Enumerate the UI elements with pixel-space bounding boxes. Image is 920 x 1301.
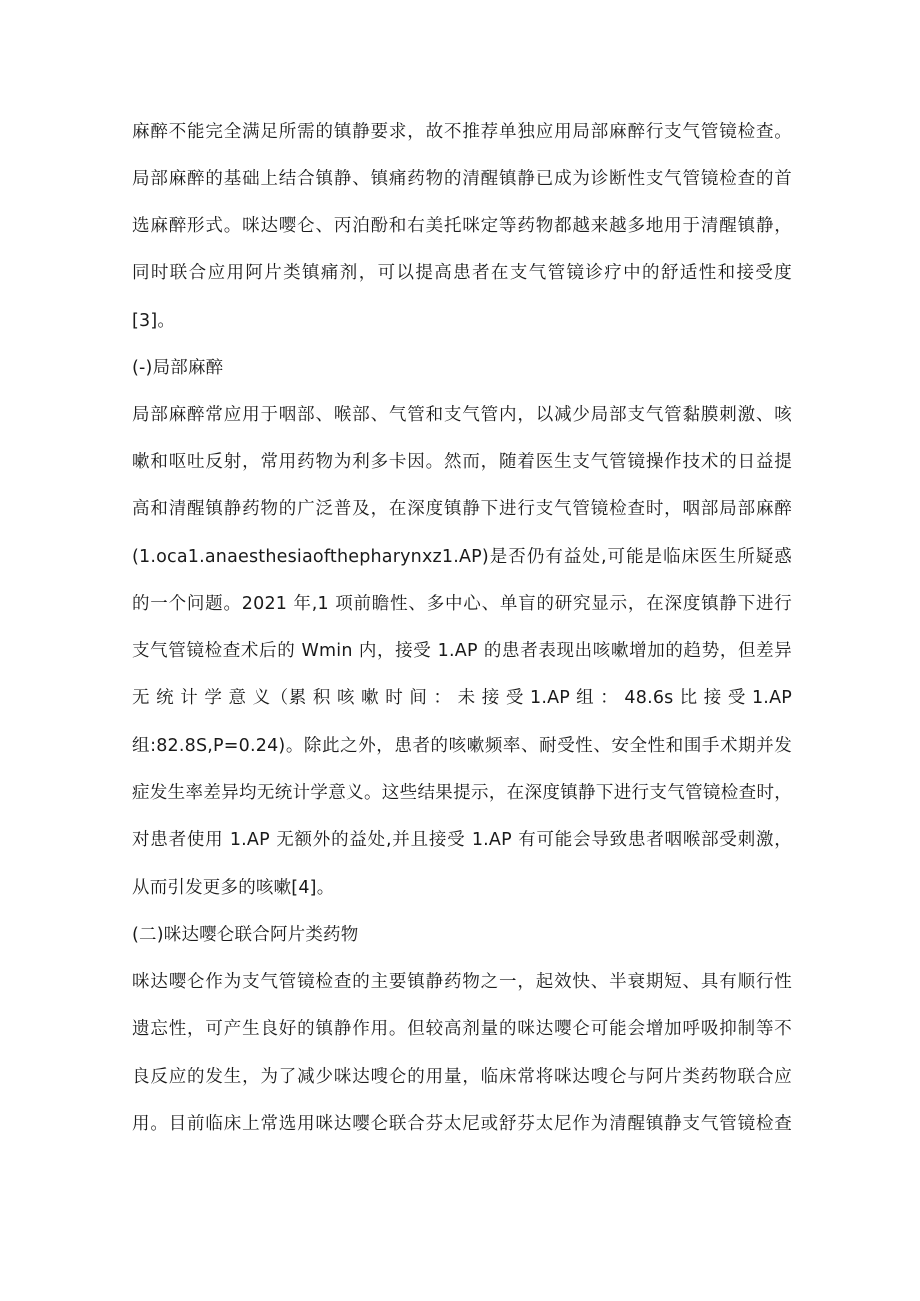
section-heading: (-)局部麻醉 xyxy=(132,358,224,378)
paragraph-line: 症发生率差异均无统计学意义。这些结果提示，在深度镇静下进行支气管镜检查时， xyxy=(132,783,792,803)
paragraph-line: 用。目前临床上常选用咪达嘤仑联合芬太尼或舒芬太尼作为清醒镇静支气管镜检查 xyxy=(132,1114,792,1134)
paragraph-line: 咪达嘤仑作为支气管镜检查的主要镇静药物之一，起效快、半衰期短、具有顺行性 xyxy=(132,972,792,992)
paragraph-line: 麻醉不能完全满足所需的镇静要求，故不推荐单独应用局部麻醉行支气管镜检查。 xyxy=(132,122,792,142)
paragraph-line: 的一个问题。2021 年,1 项前瞻性、多中心、单盲的研究显示，在深度镇静下进行 xyxy=(132,594,792,614)
paragraph-line: 遗忘性，可产生良好的镇静作用。但较高剂量的咪达嘤仑可能会增加呼吸抑制等不 xyxy=(132,1019,792,1039)
paragraph-line: 支气管镜检查术后的 Wmin 内，接受 1.AP 的患者表现出咳嗽增加的趋势，但差异 xyxy=(132,641,792,661)
paragraph-line: 良反应的发生，为了减少咪达嗖仑的用量，临床常将咪达嗖仑与阿片类药物联合应 xyxy=(132,1067,792,1087)
paragraph-line: 同时联合应用阿片类镇痛剂，可以提高患者在支气管镜诊疗中的舒适性和接受度 xyxy=(132,263,792,283)
paragraph-line: 局部麻醉的基础上结合镇静、镇痛药物的清醒镇静已成为诊断性支气管镜检查的首 xyxy=(132,169,792,189)
paragraph-line: [3]。 xyxy=(132,311,176,331)
paragraph-line: 无 统 计 学 意 义（累 积 咳 嗽 时 间 ： 未 接 受 1.AP 组 ： 48.6s 比 接 受 1.AP xyxy=(132,688,792,708)
section-heading: (二)咪达嘤仑联合阿片类药物 xyxy=(132,925,359,945)
paragraph-line: 嗽和呕吐反射，常用药物为利多卡因。然而，随着医生支气管镜操作技术的日益提 xyxy=(132,452,792,472)
paragraph-line: 高和清醒镇静药物的广泛普及，在深度镇静下进行支气管镜检查时，咽部局部麻醉 xyxy=(132,499,792,519)
paragraph-line: (1.oca1.anaesthesiaofthepharynxz1.AP)是否仍有益处,可能是临床医生所疑惑 xyxy=(132,547,792,567)
paragraph-line: 局部麻醉常应用于咽部、喉部、气管和支气管内，以减少局部支气管黏膜刺激、咳 xyxy=(132,405,792,425)
paragraph-line: 组:82.8S,P=0.24)。除此之外，患者的咳嗽频率、耐受性、安全性和围手术期并发 xyxy=(132,736,792,756)
paragraph-line: 从而引发更多的咳嗽[4]。 xyxy=(132,878,335,898)
paragraph-line: 选麻醉形式。咪达嘤仑、丙泊酚和右美托咪定等药物都越来越多地用于清醒镇静， xyxy=(132,216,792,236)
paragraph-line: 对患者使用 1.AP 无额外的益处,并且接受 1.AP 有可能会导致患者咽喉部受刺激， xyxy=(132,830,792,850)
